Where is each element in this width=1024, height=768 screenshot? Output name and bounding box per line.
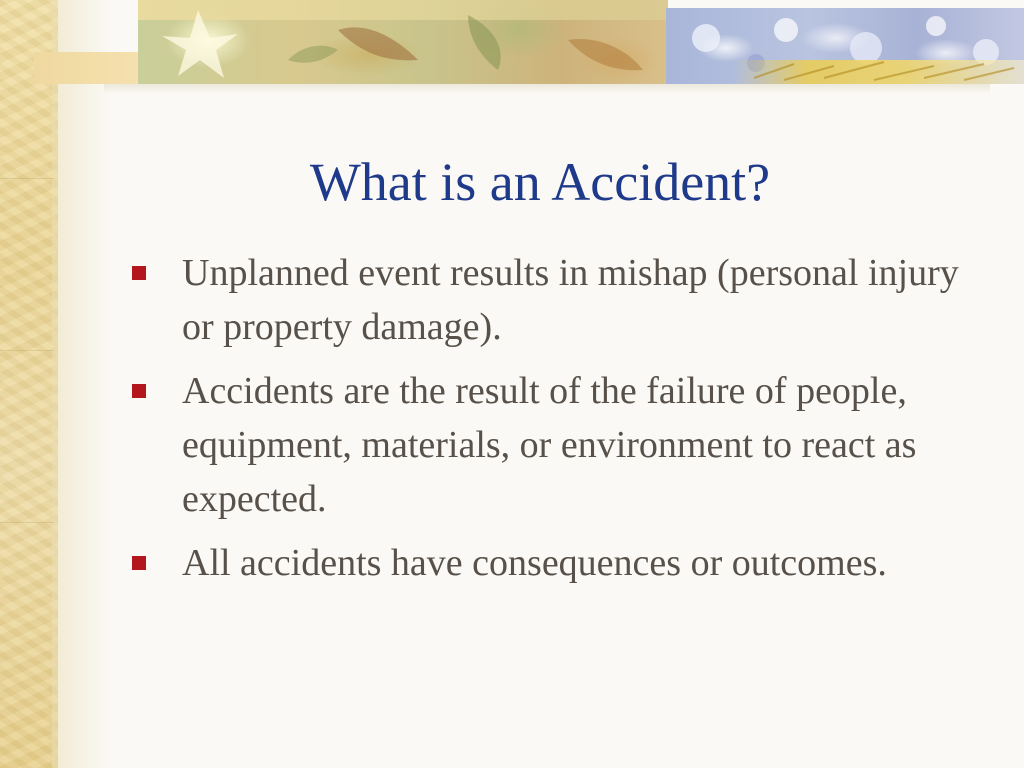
square-bullet-icon	[132, 556, 146, 570]
left-texture-strip	[0, 0, 58, 768]
left-strip-fade	[52, 0, 112, 768]
left-strip-seam	[0, 178, 54, 179]
bullet-item	[130, 536, 970, 590]
bullet-item	[130, 364, 970, 526]
left-strip-seam	[0, 350, 54, 351]
left-strip-seam	[0, 522, 54, 523]
bullet-text: All accidents have consequences or outcomes.	[182, 542, 887, 584]
slide-title: What is an Accident?	[309, 152, 771, 212]
bullet-text: Accidents are the result of the failure of people, equipment, materials, or environment to react as expected.	[182, 370, 917, 520]
bullet-list	[130, 246, 970, 600]
top-decorative-banner	[34, 0, 1024, 84]
wheat-motif-icon	[734, 56, 1024, 84]
square-bullet-icon	[132, 266, 146, 280]
bullet-item	[130, 246, 970, 354]
leaf-motif-icon	[138, 0, 668, 84]
square-bullet-icon	[132, 384, 146, 398]
banner-shadow	[104, 84, 990, 94]
bullet-text: Unplanned event results in mishap (personal injury or property damage).	[182, 252, 959, 348]
